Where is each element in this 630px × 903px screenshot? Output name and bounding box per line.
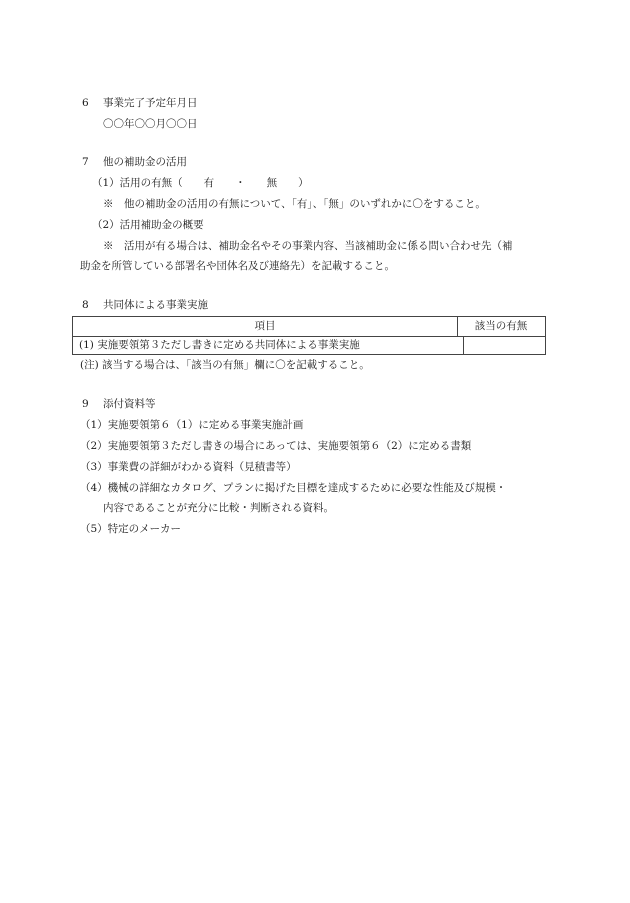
section-8-number: 8 [82, 299, 89, 311]
section-6-number: 6 [82, 97, 89, 109]
section-9-heading: 添付資料等 [103, 398, 156, 410]
section-7-heading: 他の補助金の活用 [103, 156, 187, 168]
subsidy-overview-item: （2）活用補助金の概要 [92, 219, 204, 231]
table-row [73, 336, 545, 355]
table-header-applicable: 該当の有無 [474, 320, 528, 332]
section-8-note: (注) 該当する場合は、「該当の有無」欄に〇を記載すること。 [80, 359, 370, 371]
completion-date-value: 〇〇年〇〇月〇〇日 [103, 118, 198, 130]
table-header-row [73, 317, 545, 337]
attachment-item-5: （5）特定のメーカー [80, 523, 181, 535]
subsidy-overview-note-line1: ※ 活用が有る場合は、補助金名やその事業内容、当該補助金に係る問い合わせ先（補 [103, 240, 513, 252]
subsidy-overview-note-line2: 助金を所管している部署名や団体名及び連絡先）を記載すること。 [80, 260, 395, 272]
attachment-item-4-cont: 内容であることが充分に比較・判断される資料。 [103, 502, 334, 514]
section-7-number: 7 [82, 156, 89, 168]
section-9-number: 9 [82, 398, 89, 410]
attachment-item-3: （3）事業費の詳細がわかる資料（見積書等） [80, 461, 297, 473]
section-8-heading: 共同体による事業実施 [103, 299, 208, 311]
attachment-item-1: （1）実施要領第６（1）に定める事業実施計画 [80, 419, 304, 431]
subsidy-usage-item: （1）活用の有無（ 有 ・ 無 ） [92, 177, 309, 189]
section-6-heading: 事業完了予定年月日 [103, 97, 198, 109]
subsidy-usage-note: ※ 他の補助金の活用の有無について、「有」、「無」のいずれかに〇をすること。 [103, 198, 486, 210]
joint-implementation-table [72, 316, 546, 355]
table-cell-applicable[interactable] [457, 336, 545, 355]
attachment-item-2: （2）実施要領第３ただし書きの場合にあっては、実施要領第６（2）に定める書類 [80, 440, 472, 452]
table-header-item: 項目 [73, 317, 458, 336]
table-cell-item: (1) 実施要領第３ただし書きに定める共同体による事業実施 [73, 336, 464, 355]
attachment-item-4: （4）機械の詳細なカタログ、プランに掲げた目標を達成するために必要な性能及び規模・ [80, 482, 507, 494]
